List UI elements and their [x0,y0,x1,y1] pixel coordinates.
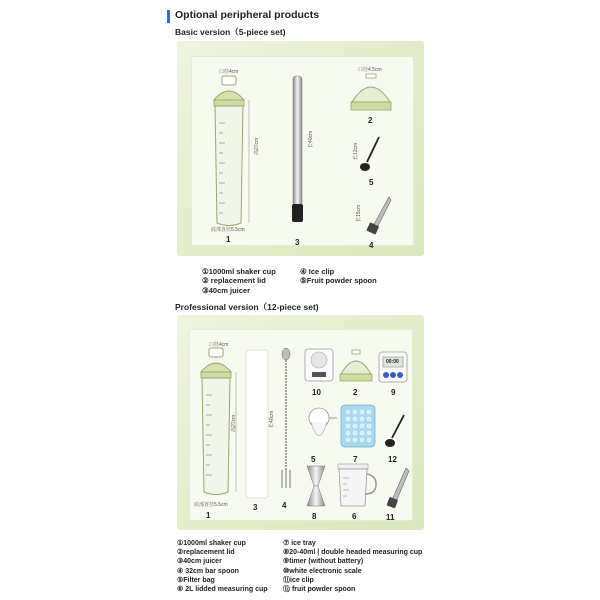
pro-item-number-2: 2 [353,388,358,397]
replacement-lid-image [348,74,394,114]
page-title: Optional peripheral products [175,9,320,21]
pro-item-list-right [283,539,422,594]
pro-list-item-9: ⑨timer (without battery) [283,558,364,566]
basic-juicer-length-dim: 长40cm [308,130,314,148]
pro-item-number-3: 3 [253,503,258,512]
basic-list-item-5: ⑤Fruit powder spoon [300,276,377,286]
pro-list-item-12: ⑫ fruit powder spoon [283,586,356,594]
ice-tray-image [339,403,379,451]
pro-item-number-7: 7 [353,455,358,464]
basic-list-item-1: ①1000ml shaker cup [202,267,276,276]
electronic-scale-image [303,343,335,385]
timer-image [377,350,409,384]
pro-cup-top-dim: 口径4cm [209,342,229,348]
basic-version-title: Basic version（5-piece set) [175,27,286,37]
professional-version-title: Professional version（12-piece set) [175,302,319,312]
pro-list-item-5: ⑤Filter bag [177,576,215,584]
ice-clip-image [361,194,395,238]
juicer-image [288,74,308,234]
pro-item-number-11: 11 [386,513,395,522]
pro-list-item-7: ⑦ ice tray [283,540,316,547]
basic-item-list-right [300,267,377,286]
pro-cup-height-dim: 高27cm [231,414,237,432]
pro-cup-bottom-dim: 底部直径5.5cm [194,502,228,508]
pro-juicer-length-dim: 长40cm [269,410,275,428]
filter-bag-image [303,404,339,454]
pro-item-number-9: 9 [391,388,396,397]
pro-ice-clip-image [382,466,412,512]
pro-list-item-1: ①1000ml shaker cup [177,540,246,547]
pro-item-number-1: 1 [206,511,211,520]
header-accent-bar [167,10,170,23]
pro-list-item-6: ⑥ 2L lidded measuring cup [177,586,268,594]
shaker-cup-image [205,68,255,238]
pro-item-number-8: 8 [312,512,317,521]
basic-cup-bottom-dim: 底部直径5.5cm [211,227,245,233]
pro-item-number-12: 12 [388,455,397,464]
bar-spoon-image [276,348,296,508]
basic-item-list-left [202,267,276,295]
basic-cup-height-dim: 高27cm [254,137,260,155]
pro-item-number-10: 10 [312,388,321,397]
jigger-image [303,464,329,510]
pro-list-item-10: ⑩white electronic scale [283,567,362,575]
pro-item-number-5: 5 [311,455,316,464]
pro-list-item-11: ⑪ice clip [283,576,314,584]
pro-list-item-4: ④ 32cm bar spoon [177,567,239,575]
item-number-5: 5 [369,178,374,187]
basic-list-item-3: ③40cm juicer [202,285,250,295]
basic-list-item-2: ② replacement lid [202,276,266,286]
basic-list-item-4: ④ Ice clip [300,267,335,276]
basic-clip-length-dim: 长15cm [356,204,362,222]
pro-list-item-2: ②replacement lid [177,549,235,557]
pro-item-number-6: 6 [352,512,357,521]
basic-cup-top-dim: 口径4cm [219,69,239,75]
pro-replacement-lid-image [338,350,374,384]
fruit-powder-spoon-image [357,134,387,176]
pro-list-item-3: ③40cm juicer [177,558,222,566]
timer-display: 00:00 [386,359,399,365]
measuring-cup-image [334,462,380,510]
pro-fruit-powder-spoon-image [382,412,412,452]
basic-lid-top-dim: 口径4.5cm [358,67,382,73]
item-number-2: 2 [368,116,373,125]
item-number-3: 3 [295,238,300,247]
basic-spoon-length-dim: 长12cm [353,142,359,160]
pro-item-number-4: 4 [282,501,287,510]
pro-list-item-8: ⑧20-40ml | double headed measuring cup [283,549,423,557]
item-number-4: 4 [369,241,374,250]
item-number-1: 1 [226,235,231,244]
pro-item-list-left [177,539,268,594]
